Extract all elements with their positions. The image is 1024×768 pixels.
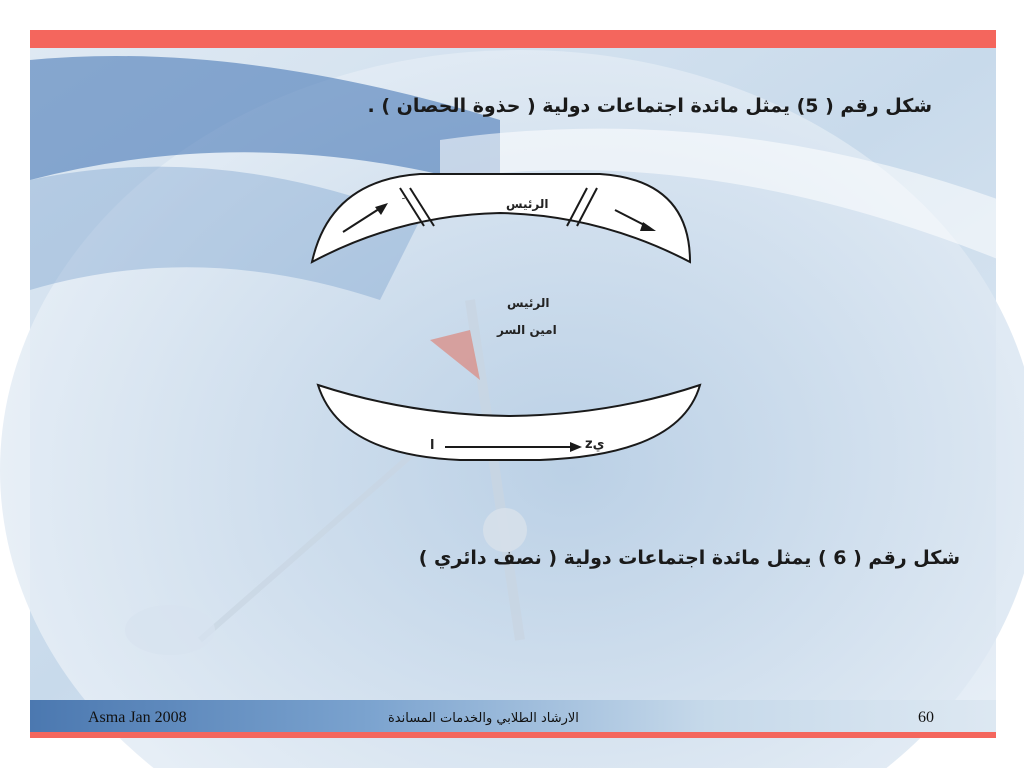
figure-6-caption: شكل رقم ( 6 ) يمثل مائدة اجتماعات دولية ( نصف دائري ) [418, 547, 960, 569]
footer-author-date: Asma Jan 2008 [88, 709, 187, 726]
top-table-shape [312, 174, 690, 262]
bottom-left-label: ا [430, 438, 435, 453]
footer-department: الارشاد الطلابي والخدمات المساندة [388, 711, 579, 726]
bottom-table-shape [318, 385, 700, 460]
center-label-secretary: امين السر [497, 323, 557, 337]
top-table-label: الرئيس [506, 197, 549, 211]
footer-page-number: 60 [918, 709, 934, 726]
bottom-right-label: zي [585, 437, 605, 452]
center-label-president: الرئيس [507, 296, 550, 310]
figure-5-caption: شكل رقم ( 5) يمثل مائدة اجتماعات دولية ( حذوة الحصان ) . [367, 95, 932, 117]
